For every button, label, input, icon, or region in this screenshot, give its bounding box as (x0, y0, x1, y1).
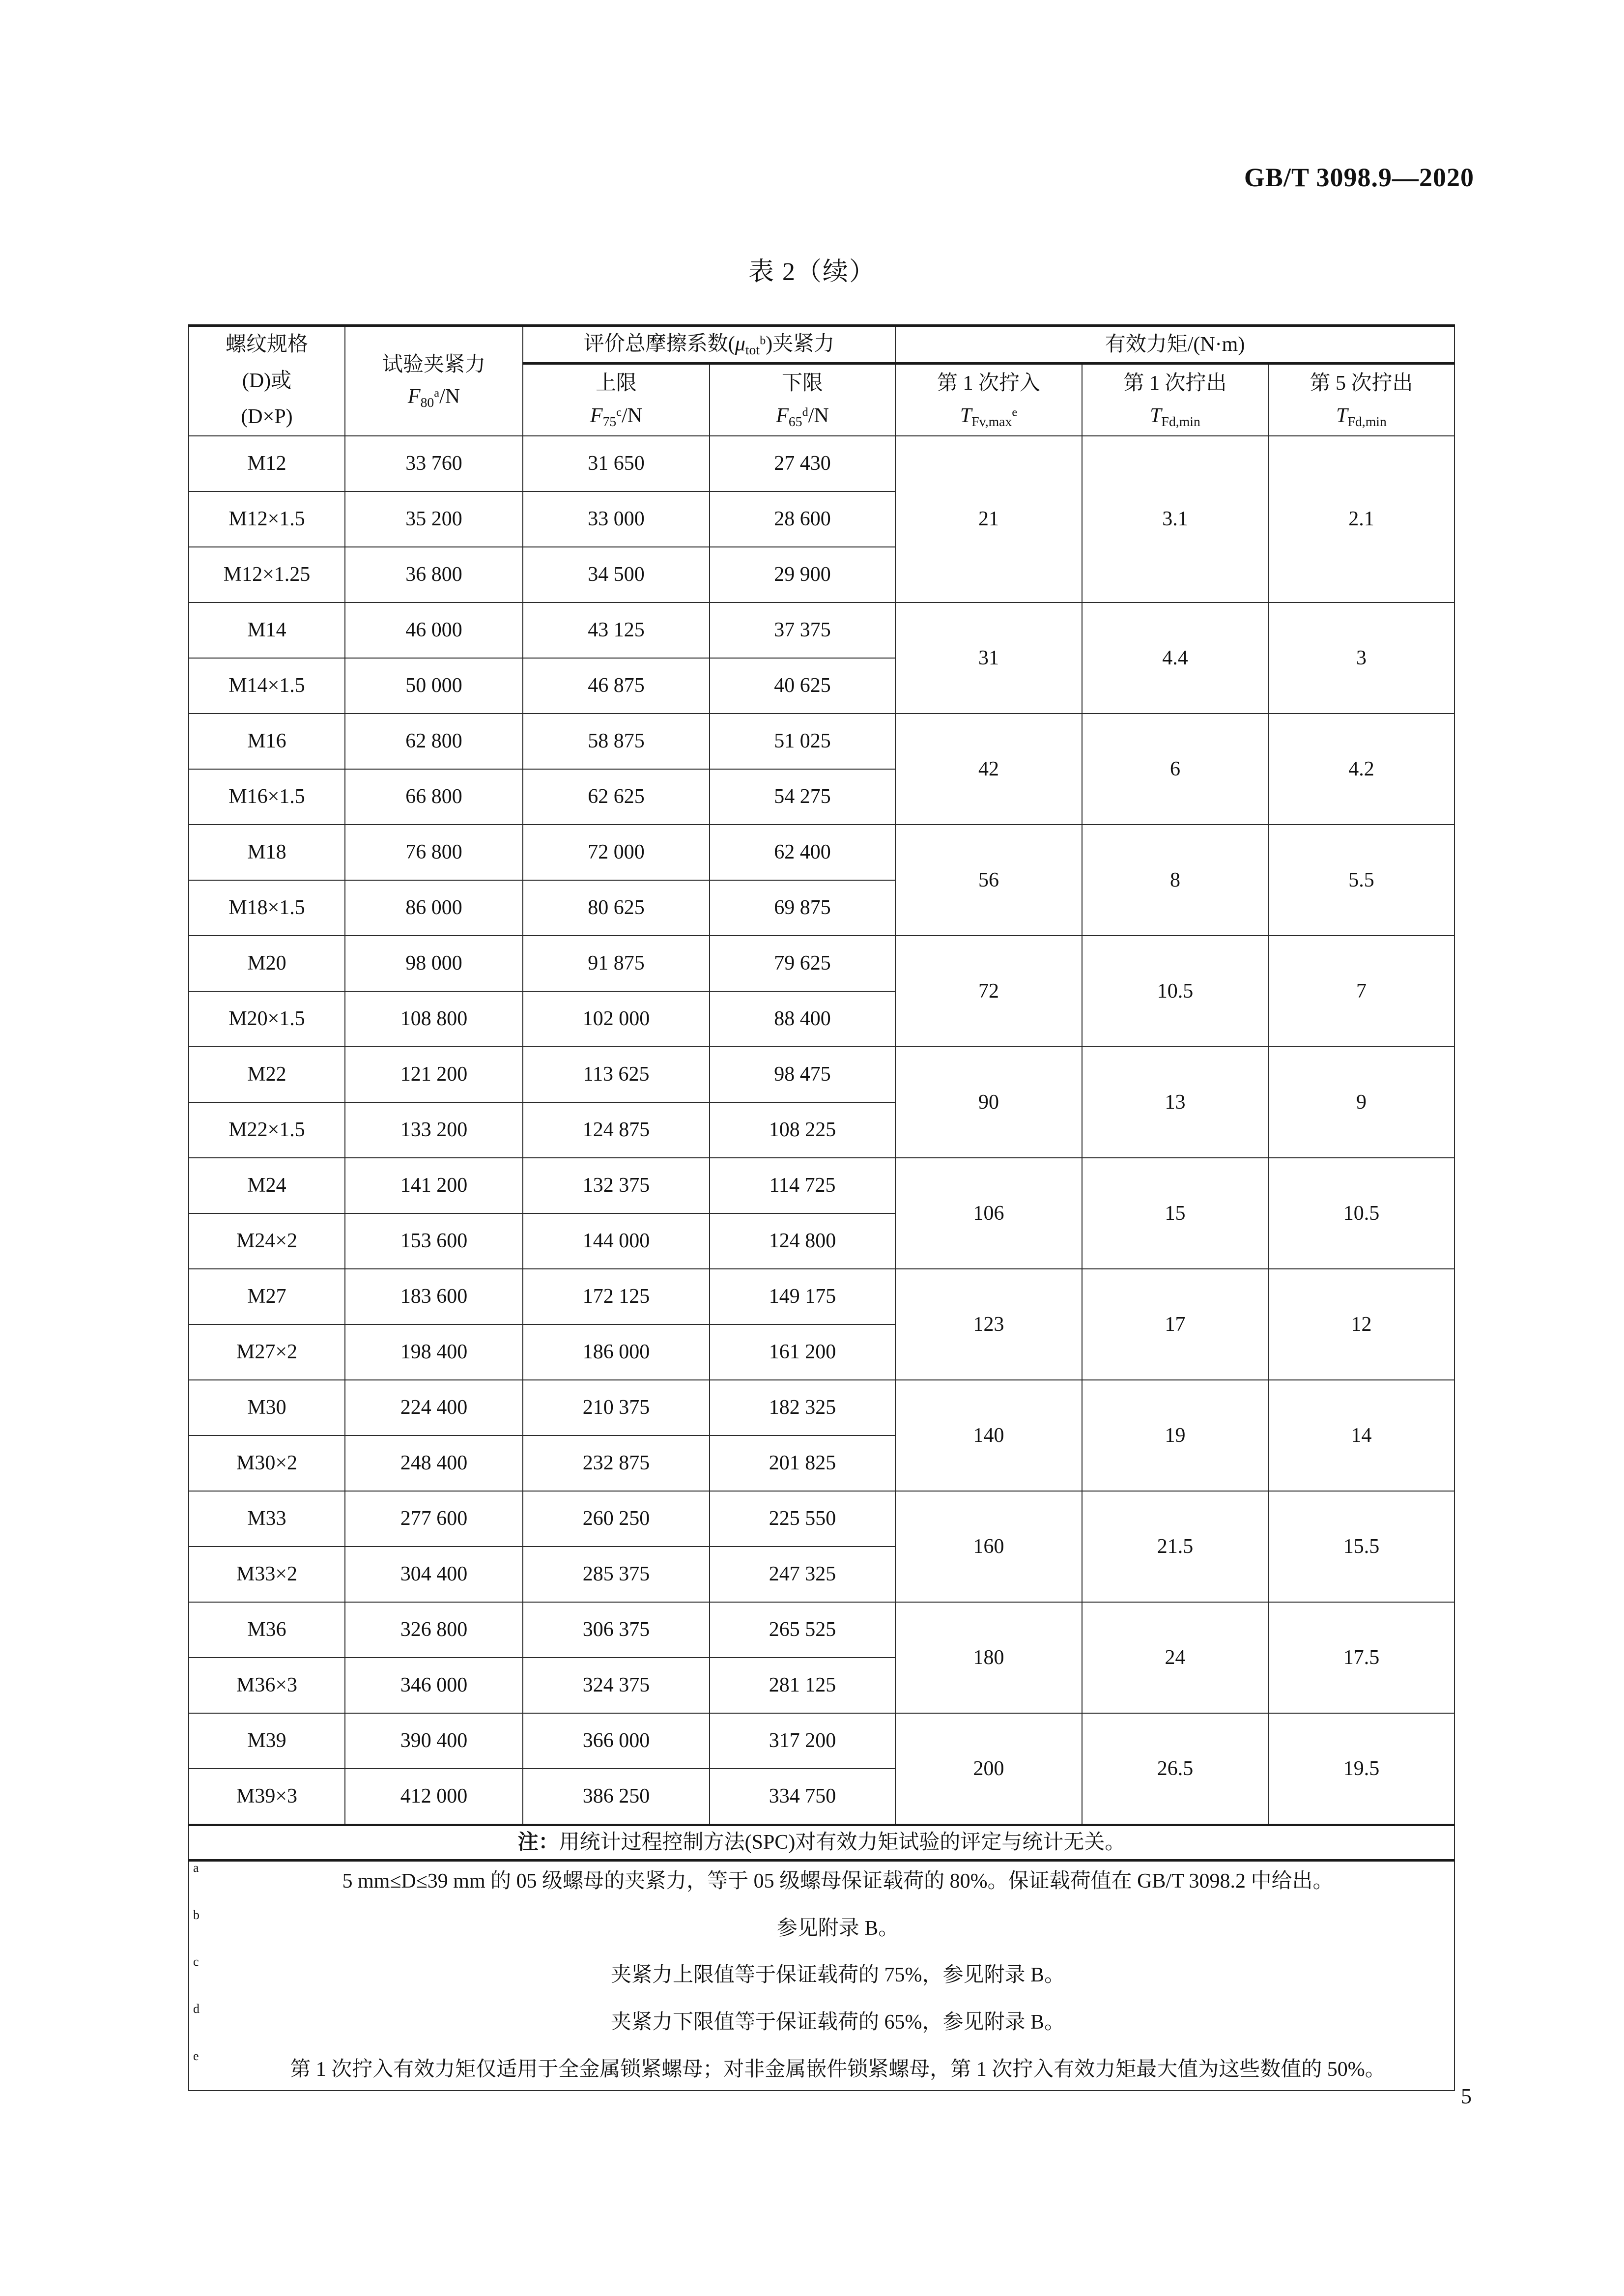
footnote-item (189, 2050, 1454, 2090)
cell-first-tighten-in: 140 (895, 1380, 1082, 1491)
cell-test-clamp-force: 277 600 (345, 1491, 523, 1547)
cell-lower-limit: 281 125 (710, 1658, 895, 1713)
cell-first-tighten-in: 72 (895, 936, 1082, 1047)
cell-test-clamp-force: 248 400 (345, 1435, 523, 1491)
footnote-text: 夹紧力上限值等于保证载荷的 75%，参见附录 B。 (611, 1964, 1065, 1987)
cell-first-tighten-in: 200 (895, 1713, 1082, 1825)
table-row (189, 714, 1454, 769)
symbol-F65-sub: 65 (788, 413, 802, 429)
header-upper-limit (523, 364, 710, 436)
header-test-clamp-force (345, 326, 523, 436)
cell-upper-limit: 324 375 (523, 1658, 710, 1713)
cell-upper-limit: 386 250 (523, 1769, 710, 1825)
cell-test-clamp-force: 224 400 (345, 1380, 523, 1435)
header-first-tighten-out-symbol (1083, 400, 1268, 432)
cell-lower-limit: 69 875 (710, 880, 895, 936)
symbol-T-fdmin-5-sub: Fd,min (1347, 413, 1387, 429)
cell-thread-spec: M27×2 (189, 1324, 345, 1380)
footnote-item (189, 1862, 1454, 1902)
cell-lower-limit: 29 900 (710, 547, 895, 603)
header-thread-spec-line1: 螺纹规格 (225, 333, 308, 356)
cell-test-clamp-force: 198 400 (345, 1324, 523, 1380)
table-body (189, 436, 1454, 1825)
cell-thread-spec: M16 (189, 714, 345, 769)
cell-first-tighten-in: 123 (895, 1269, 1082, 1380)
cell-fifth-tighten-out: 14 (1268, 1380, 1454, 1491)
cell-thread-spec: M36 (189, 1602, 345, 1658)
cell-upper-limit: 306 375 (523, 1602, 710, 1658)
cell-thread-spec: M33×2 (189, 1547, 345, 1602)
cell-lower-limit: 88 400 (710, 991, 895, 1047)
cell-thread-spec: M20×1.5 (189, 991, 345, 1047)
table-title: 表 2（续） (748, 258, 876, 286)
cell-first-tighten-in: 21 (895, 436, 1082, 603)
cell-lower-limit: 37 375 (710, 603, 895, 658)
cell-lower-limit: 114 725 (710, 1158, 895, 1213)
cell-test-clamp-force: 346 000 (345, 1658, 523, 1713)
cell-first-tighten-out: 24 (1082, 1602, 1268, 1713)
cell-lower-limit: 247 325 (710, 1547, 895, 1602)
cell-test-clamp-force: 50 000 (345, 658, 523, 714)
cell-first-tighten-out: 21.5 (1082, 1491, 1268, 1602)
header-first-tighten-in-label: 第 1 次拧入 (937, 372, 1041, 395)
header-thread-spec-line2: (D)或 (242, 369, 292, 392)
table-row (189, 936, 1454, 991)
cell-thread-spec: M24×2 (189, 1213, 345, 1269)
symbol-F-subscript: 80 (420, 394, 434, 410)
header-first-tighten-in (895, 364, 1082, 436)
cell-test-clamp-force: 66 800 (345, 769, 523, 825)
header-fifth-tighten-out-label: 第 5 次拧出 (1310, 372, 1413, 395)
cell-first-tighten-in: 42 (895, 714, 1082, 825)
cell-first-tighten-out: 19 (1082, 1380, 1268, 1491)
cell-lower-limit: 149 175 (710, 1269, 895, 1324)
cell-lower-limit: 40 625 (710, 658, 895, 714)
cell-upper-limit: 366 000 (523, 1713, 710, 1769)
cell-first-tighten-out: 26.5 (1082, 1713, 1268, 1825)
table-row (189, 825, 1454, 880)
footnote-marker: a (193, 1860, 199, 1875)
cell-test-clamp-force: 108 800 (345, 991, 523, 1047)
table-row (189, 603, 1454, 658)
cell-first-tighten-in: 56 (895, 825, 1082, 936)
footnote-item (189, 1955, 1454, 1996)
cell-upper-limit: 132 375 (523, 1158, 710, 1213)
footnote-text: 第 1 次拧入有效力矩仅适用于全金属锁紧螺母；对非金属嵌件锁紧螺母，第 1 次拧入有效力矩最大值为这些数值的 50%。 (290, 2058, 1386, 2081)
cell-test-clamp-force: 46 000 (345, 603, 523, 658)
cell-fifth-tighten-out: 9 (1268, 1047, 1454, 1158)
cell-upper-limit: 210 375 (523, 1380, 710, 1435)
cell-test-clamp-force: 98 000 (345, 936, 523, 991)
cell-lower-limit: 161 200 (710, 1324, 895, 1380)
cell-first-tighten-out: 3.1 (1082, 436, 1268, 603)
cell-first-tighten-out: 10.5 (1082, 936, 1268, 1047)
cell-upper-limit: 102 000 (523, 991, 710, 1047)
header-first-tighten-out-label: 第 1 次拧出 (1123, 372, 1227, 395)
cell-lower-limit: 317 200 (710, 1713, 895, 1769)
cell-upper-limit: 72 000 (523, 825, 710, 880)
cell-upper-limit: 260 250 (523, 1491, 710, 1547)
cell-upper-limit: 186 000 (523, 1324, 710, 1380)
cell-thread-spec: M14×1.5 (189, 658, 345, 714)
table-row (189, 1047, 1454, 1102)
cell-thread-spec: M36×3 (189, 1658, 345, 1713)
table-row (189, 1491, 1454, 1547)
cell-test-clamp-force: 133 200 (345, 1102, 523, 1158)
cell-lower-limit: 98 475 (710, 1047, 895, 1102)
cell-upper-limit: 172 125 (523, 1269, 710, 1324)
symbol-F75-unit: /N (622, 404, 643, 427)
cell-thread-spec: M16×1.5 (189, 769, 345, 825)
table-row (189, 1269, 1454, 1324)
cell-lower-limit: 51 025 (710, 714, 895, 769)
cell-upper-limit: 34 500 (523, 547, 710, 603)
cell-thread-spec: M20 (189, 936, 345, 991)
header-friction-group-mu-sup: b (760, 334, 766, 347)
header-lower-limit-symbol (710, 400, 895, 432)
cell-thread-spec: M18×1.5 (189, 880, 345, 936)
symbol-T-fdmin-1-sub: Fd,min (1161, 413, 1200, 429)
cell-fifth-tighten-out: 19.5 (1268, 1713, 1454, 1825)
table-row (189, 436, 1454, 491)
symbol-F75-sub: 75 (602, 413, 617, 429)
cell-first-tighten-out: 17 (1082, 1269, 1268, 1380)
cell-fifth-tighten-out: 10.5 (1268, 1158, 1454, 1269)
header-fifth-tighten-out-symbol (1269, 400, 1454, 432)
footnote-marker: d (193, 2002, 199, 2016)
symbol-F75-sup: c (616, 405, 622, 419)
cell-test-clamp-force: 390 400 (345, 1713, 523, 1769)
cell-first-tighten-out: 13 (1082, 1047, 1268, 1158)
symbol-T-fvmax: T (960, 404, 972, 427)
cell-thread-spec: M33 (189, 1491, 345, 1547)
cell-fifth-tighten-out: 3 (1268, 603, 1454, 714)
cell-test-clamp-force: 76 800 (345, 825, 523, 880)
cell-upper-limit: 232 875 (523, 1435, 710, 1491)
cell-lower-limit: 124 800 (710, 1213, 895, 1269)
cell-lower-limit: 27 430 (710, 436, 895, 491)
cell-test-clamp-force: 62 800 (345, 714, 523, 769)
page-header-standard-code: GB/T 3098.9—2020 (1244, 163, 1474, 192)
cell-test-clamp-force: 153 600 (345, 1213, 523, 1269)
cell-test-clamp-force: 86 000 (345, 880, 523, 936)
cell-test-clamp-force: 141 200 (345, 1158, 523, 1213)
cell-test-clamp-force: 412 000 (345, 1769, 523, 1825)
cell-thread-spec: M30 (189, 1380, 345, 1435)
table-footnotes (189, 1860, 1454, 2091)
symbol-F-unit: /N (439, 385, 460, 408)
cell-upper-limit: 144 000 (523, 1213, 710, 1269)
cell-thread-spec: M39 (189, 1713, 345, 1769)
cell-lower-limit: 79 625 (710, 936, 895, 991)
footnote-text: 夹紧力下限值等于保证载荷的 65%，参见附录 B。 (611, 2011, 1065, 2034)
cell-test-clamp-force: 36 800 (345, 547, 523, 603)
cell-first-tighten-out: 8 (1082, 825, 1268, 936)
cell-upper-limit: 62 625 (523, 769, 710, 825)
cell-thread-spec: M22×1.5 (189, 1102, 345, 1158)
cell-fifth-tighten-out: 12 (1268, 1269, 1454, 1380)
cell-first-tighten-out: 6 (1082, 714, 1268, 825)
cell-fifth-tighten-out: 2.1 (1268, 436, 1454, 603)
symbol-F: F (407, 385, 421, 408)
cell-first-tighten-in: 106 (895, 1158, 1082, 1269)
cell-upper-limit: 124 875 (523, 1102, 710, 1158)
cell-lower-limit: 62 400 (710, 825, 895, 880)
cell-upper-limit: 80 625 (523, 880, 710, 936)
cell-test-clamp-force: 33 760 (345, 436, 523, 491)
cell-test-clamp-force: 121 200 (345, 1047, 523, 1102)
table-row (189, 1158, 1454, 1213)
clamping-force-torque-table (188, 324, 1455, 2091)
cell-thread-spec: M39×3 (189, 1769, 345, 1825)
page-number: 5 (1461, 2084, 1472, 2108)
cell-upper-limit: 31 650 (523, 436, 710, 491)
cell-thread-spec: M30×2 (189, 1435, 345, 1491)
cell-thread-spec: M12×1.25 (189, 547, 345, 603)
cell-lower-limit: 334 750 (710, 1769, 895, 1825)
symbol-T-fvmax-sub: Fv,max (971, 413, 1012, 429)
cell-fifth-tighten-out: 17.5 (1268, 1602, 1454, 1713)
header-upper-limit-symbol (523, 400, 709, 432)
header-friction-group-post: )夹紧力 (766, 333, 835, 356)
cell-first-tighten-in: 160 (895, 1491, 1082, 1602)
cell-lower-limit: 28 600 (710, 491, 895, 547)
header-fifth-tighten-out (1268, 364, 1454, 436)
header-torque-group: 有效力矩/(N·m) (895, 326, 1454, 364)
footnote-item (189, 1909, 1454, 1949)
footnote-marker: e (193, 2049, 199, 2064)
symbol-F-superscript: a (434, 386, 440, 400)
cell-lower-limit: 225 550 (710, 1491, 895, 1547)
cell-upper-limit: 33 000 (523, 491, 710, 547)
header-lower-limit-label: 下限 (782, 372, 824, 395)
cell-upper-limit: 58 875 (523, 714, 710, 769)
header-thread-spec-line3: (D×P) (241, 405, 293, 428)
cell-lower-limit: 182 325 (710, 1380, 895, 1435)
symbol-F75: F (590, 404, 603, 427)
cell-first-tighten-in: 180 (895, 1602, 1082, 1713)
cell-test-clamp-force: 35 200 (345, 491, 523, 547)
cell-thread-spec: M12×1.5 (189, 491, 345, 547)
footnote-text: 5 mm≤D≤39 mm 的 05 级螺母的夹紧力，等于 05 级螺母保证载荷的 80%。保证载荷值在 GB/T 3098.2 中给出。 (342, 1869, 1334, 1893)
cell-first-tighten-in: 31 (895, 603, 1082, 714)
footnote-marker: b (193, 1907, 199, 1922)
header-first-tighten-in-symbol (896, 400, 1082, 432)
header-friction-group-pre: 评价总摩擦系数( (583, 333, 735, 356)
header-friction-group-mu: μ (735, 333, 745, 356)
table-note-label: 注： (517, 1831, 559, 1854)
cell-upper-limit: 46 875 (523, 658, 710, 714)
table-note-text: 用统计过程控制方法(SPC)对有效力矩试验的评定与统计无关。 (559, 1831, 1126, 1854)
symbol-F65-unit: /N (808, 404, 829, 427)
symbol-T-fvmax-sup: e (1012, 405, 1018, 419)
cell-first-tighten-out: 15 (1082, 1158, 1268, 1269)
cell-lower-limit: 201 825 (710, 1435, 895, 1491)
cell-fifth-tighten-out: 7 (1268, 936, 1454, 1047)
table-foot (189, 1825, 1454, 2091)
cell-thread-spec: M24 (189, 1158, 345, 1213)
symbol-T-fdmin-1: T (1150, 404, 1162, 427)
cell-thread-spec: M12 (189, 436, 345, 491)
symbol-F65: F (776, 404, 789, 427)
cell-test-clamp-force: 183 600 (345, 1269, 523, 1324)
footnote-item (189, 2003, 1454, 2043)
cell-fifth-tighten-out: 5.5 (1268, 825, 1454, 936)
footnote-text: 参见附录 B。 (776, 1917, 899, 1940)
footnote-marker: c (193, 1954, 199, 1969)
header-upper-limit-label: 上限 (595, 372, 637, 395)
header-thread-spec (189, 326, 345, 436)
cell-first-tighten-out: 4.4 (1082, 603, 1268, 714)
cell-lower-limit: 265 525 (710, 1602, 895, 1658)
table-note (189, 1825, 1454, 1860)
header-test-clamp-force-label: 试验夹紧力 (382, 353, 485, 376)
header-test-clamp-force-symbol (345, 381, 522, 413)
header-friction-group (523, 326, 895, 364)
cell-fifth-tighten-out: 15.5 (1268, 1491, 1454, 1602)
cell-upper-limit: 113 625 (523, 1047, 710, 1102)
table-row (189, 1713, 1454, 1769)
cell-upper-limit: 43 125 (523, 603, 710, 658)
symbol-F65-sup: d (802, 405, 808, 419)
cell-thread-spec: M27 (189, 1269, 345, 1324)
symbol-T-fdmin-5: T (1336, 404, 1348, 427)
cell-lower-limit: 54 275 (710, 769, 895, 825)
header-friction-group-mu-sub: tot (745, 342, 760, 358)
cell-test-clamp-force: 326 800 (345, 1602, 523, 1658)
table-head (189, 326, 1454, 436)
cell-fifth-tighten-out: 4.2 (1268, 714, 1454, 825)
table-container (188, 324, 1454, 2091)
cell-thread-spec: M18 (189, 825, 345, 880)
cell-upper-limit: 91 875 (523, 936, 710, 991)
cell-upper-limit: 285 375 (523, 1547, 710, 1602)
cell-first-tighten-in: 90 (895, 1047, 1082, 1158)
table-row (189, 1602, 1454, 1658)
cell-test-clamp-force: 304 400 (345, 1547, 523, 1602)
header-lower-limit (710, 364, 895, 436)
header-first-tighten-out (1082, 364, 1268, 436)
cell-lower-limit: 108 225 (710, 1102, 895, 1158)
cell-thread-spec: M22 (189, 1047, 345, 1102)
table-row (189, 1380, 1454, 1435)
cell-thread-spec: M14 (189, 603, 345, 658)
